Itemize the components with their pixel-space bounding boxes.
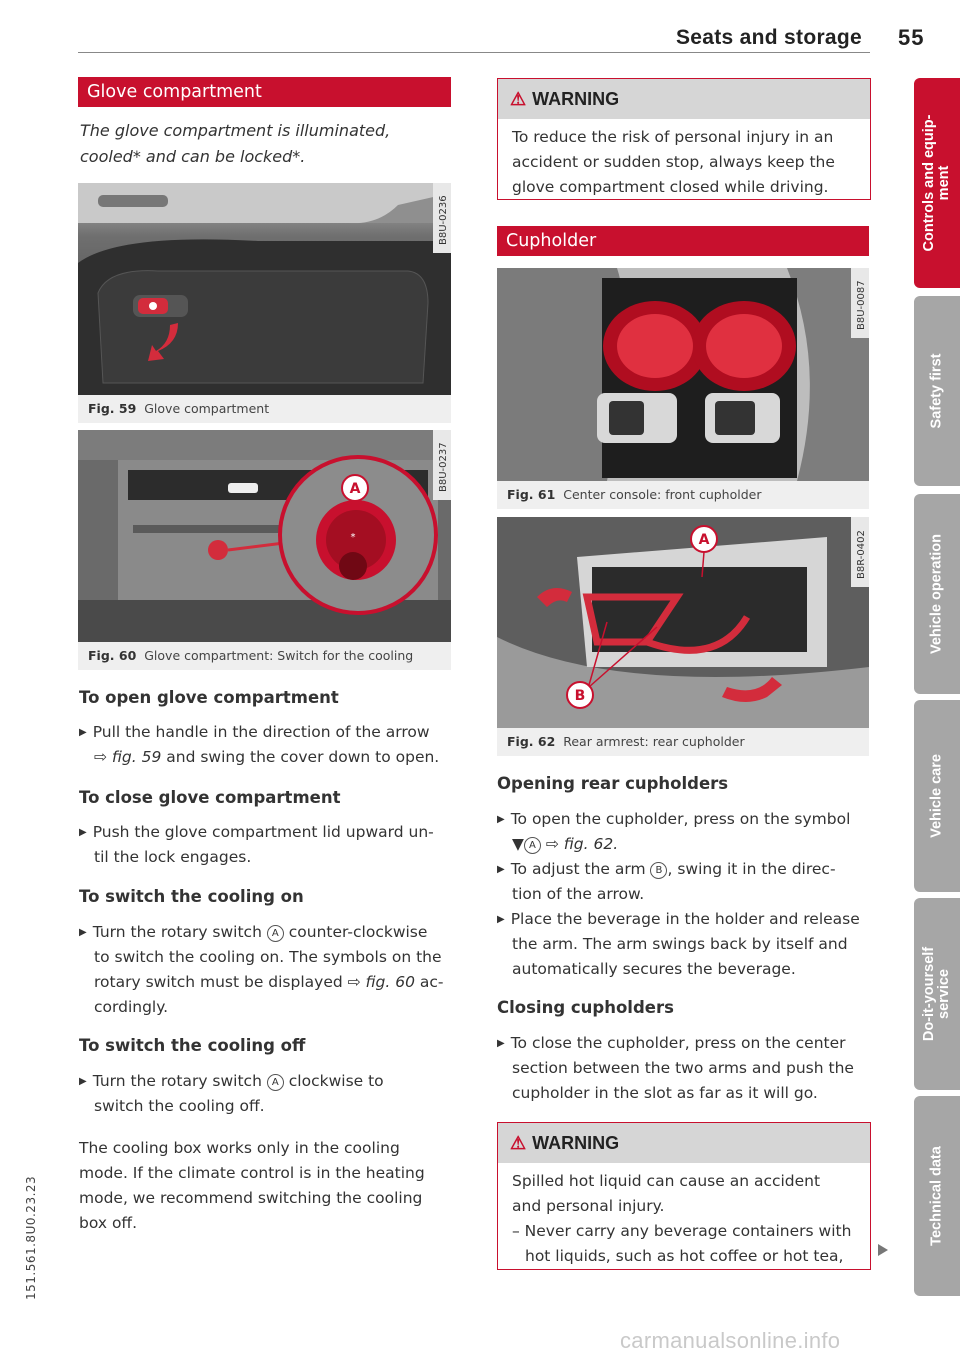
- bullet-close-glove: [79, 820, 454, 870]
- bullet-on-text-a: Turn the rotary switch: [92, 923, 267, 941]
- cupholder-symbol-icon: ▼: [512, 835, 524, 853]
- bullet-off-text-b: clockwise to: [283, 1072, 384, 1090]
- warning-line: Spilled hot liquid can cause an accident: [512, 1172, 821, 1190]
- heading-cooling-off: To switch the cooling off: [79, 1036, 306, 1055]
- bullet-marker: ▶: [497, 814, 505, 825]
- side-tab-safety[interactable]: [914, 296, 960, 486]
- side-tab-label: Vehicle care: [928, 754, 945, 838]
- side-tab-label: Controls and equip- ment: [921, 114, 952, 252]
- figure-61-label: Fig. 61: [507, 487, 556, 502]
- side-tab-label: Do-it-yourself service: [921, 946, 952, 1042]
- heading-opening-cupholders: Opening rear cupholders: [497, 774, 729, 793]
- bullet-on-line3-tail: ac-: [414, 973, 444, 991]
- side-tab-do-it-yourself[interactable]: [914, 898, 960, 1090]
- cooling-box-paragraph: [79, 1136, 459, 1236]
- bullet-close-cup-line2: section between the two arms and push the: [512, 1059, 854, 1077]
- figure-60-label: Fig. 60: [88, 648, 137, 663]
- bullet-on-line4: cordingly.: [94, 998, 169, 1016]
- bullet-close-cup-line1: To close the cupholder, press on the center: [510, 1034, 846, 1052]
- warning-box-glove: [497, 78, 871, 200]
- bullet-place-beverage: [497, 907, 872, 982]
- bullet-arm-text-a: To adjust the arm: [510, 860, 651, 878]
- heading-closing-cupholders: Closing cupholders: [497, 998, 674, 1017]
- side-tab-controls[interactable]: [914, 78, 960, 288]
- bullet-open-cup-line1: To open the cupholder, press on the symbol: [510, 810, 851, 828]
- warning-line: and personal injury.: [512, 1197, 665, 1215]
- bullet-marker: ▶: [497, 1038, 505, 1049]
- figure-62-label: Fig. 62: [507, 734, 556, 749]
- bullet-on-line2: to switch the cooling on. The symbols on the: [94, 948, 442, 966]
- side-tab-vehicle-care[interactable]: [914, 700, 960, 892]
- bullet-marker: ▶: [79, 927, 87, 938]
- bullet-arm-line2: tion of the arrow.: [512, 885, 645, 903]
- figure-60-code: B8U-0237: [438, 442, 449, 492]
- marker-a-inline: A: [267, 1074, 284, 1091]
- heading-cooling-on: To switch the cooling on: [79, 887, 304, 906]
- figure-62-text: Rear armrest: rear cupholder: [563, 734, 745, 749]
- bullet-open-cupholder: [497, 807, 872, 857]
- bullet-close-cupholder: [497, 1031, 872, 1106]
- document-code: 151.561.8U0.23.23: [24, 1175, 38, 1300]
- figure-61-code: B8U-0087: [856, 280, 867, 330]
- paragraph-line: mode, we recommend switching the cooling: [79, 1189, 423, 1207]
- figure-59-label: Fig. 59: [88, 401, 137, 416]
- bullet-place-line3: automatically secures the beverage.: [512, 960, 796, 978]
- paragraph-line: box off.: [79, 1214, 138, 1232]
- figure-62-image: [497, 517, 869, 728]
- page-header-title: Seats and storage: [676, 26, 862, 49]
- warning-line: To reduce the risk of personal injury in an: [512, 128, 834, 146]
- figure-61-image: [497, 268, 869, 481]
- warning-title: WARNING: [532, 89, 620, 109]
- bullet-place-line2: the arm. The arm swings back by itself and: [512, 935, 848, 953]
- figure-60-text: Glove compartment: Switch for the cooling: [144, 648, 414, 663]
- warning-header: [498, 1123, 870, 1163]
- marker-a-inline: A: [267, 925, 284, 942]
- paragraph-line: The cooling box works only in the cooling: [79, 1139, 400, 1157]
- side-tab-label: Safety first: [928, 353, 945, 429]
- page-number: 55: [898, 25, 925, 50]
- bullet-place-line1: Place the beverage in the holder and release: [510, 910, 860, 928]
- fig62-reference[interactable]: ⇨ fig. 62.: [545, 835, 619, 853]
- figure-61-text: Center console: front cupholder: [563, 487, 762, 502]
- bullet-marker: ▶: [79, 827, 87, 838]
- bullet-close-cup-line3: cupholder in the slot as far as it will go.: [512, 1084, 818, 1102]
- warning-body: [498, 1163, 870, 1275]
- bullet-off-text-a: Turn the rotary switch: [92, 1072, 267, 1090]
- bullet-marker: ▶: [497, 914, 505, 925]
- warning-box-cupholder: [497, 1122, 871, 1270]
- fig59-reference[interactable]: ⇨ fig. 59: [94, 748, 162, 766]
- warning-body: [498, 119, 870, 206]
- side-tab-vehicle-operation[interactable]: [914, 494, 960, 694]
- heading-close-glove: To close glove compartment: [79, 788, 341, 807]
- bullet-marker: ▶: [79, 727, 87, 738]
- warning-line: – Never carry any beverage containers with: [512, 1222, 852, 1240]
- figure-62-marker-a: A: [698, 532, 710, 548]
- bullet-open-line2: and swing the cover down to open.: [161, 748, 440, 766]
- figure-59-text: Glove compartment: [144, 401, 270, 416]
- bullet-cooling-off: [79, 1069, 459, 1119]
- continue-arrow-icon: [878, 1244, 888, 1256]
- figure-60-caption: [78, 642, 451, 670]
- intro-text: The glove compartment is illuminated, cooled* and can be locked*.: [80, 121, 391, 166]
- bullet-marker: ▶: [79, 1076, 87, 1087]
- bullet-close-line2: til the lock engages.: [94, 848, 252, 866]
- marker-b-inline: B: [650, 862, 667, 879]
- bullet-arm-text-b: , swing it in the direc-: [667, 860, 836, 878]
- bullet-close-line1: Push the glove compartment lid upward un-: [92, 823, 434, 841]
- figure-62-marker-b: B: [574, 688, 586, 704]
- heading-open-glove: To open glove compartment: [79, 688, 339, 707]
- warning-triangle-icon: ⚠: [510, 89, 527, 109]
- figure-59-caption: [78, 395, 451, 423]
- figure-60-marker-a: A: [349, 481, 361, 497]
- bullet-off-line2: switch the cooling off.: [94, 1097, 265, 1115]
- bullet-on-line3: rotary switch must be displayed: [94, 973, 348, 991]
- watermark: carmanualsonline.info: [620, 1328, 841, 1353]
- header-divider: [78, 52, 870, 53]
- marker-a-inline: A: [524, 837, 541, 854]
- side-tab-technical-data[interactable]: [914, 1096, 960, 1296]
- fig60-reference[interactable]: ⇨ fig. 60: [347, 973, 415, 991]
- side-tab-label: Technical data: [928, 1146, 945, 1246]
- figure-61-caption: [497, 481, 869, 509]
- section-heading-cupholder: Cupholder: [497, 226, 869, 256]
- section-heading-glove-compartment: Glove compartment: [78, 77, 451, 107]
- bullet-open-line1: Pull the handle in the direction of the arrow: [92, 723, 430, 741]
- bullet-marker: ▶: [497, 864, 505, 875]
- figure-60-image: [78, 430, 451, 642]
- bullet-cooling-on: [79, 920, 459, 1020]
- bullet-on-text-b: counter-clockwise: [283, 923, 428, 941]
- figure-62-caption: [497, 728, 869, 756]
- warning-title: WARNING: [532, 1133, 620, 1153]
- bullet-open-glove: [79, 720, 454, 770]
- warning-line: accident or sudden stop, always keep the: [512, 153, 835, 171]
- paragraph-line: mode. If the climate control is in the heating: [79, 1164, 425, 1182]
- svg-text:*: *: [350, 532, 356, 543]
- warning-line: glove compartment closed while driving.: [512, 178, 829, 196]
- warning-line: hot liquids, such as hot coffee or hot tea,: [525, 1247, 844, 1265]
- side-tab-label: Vehicle operation: [928, 533, 945, 655]
- warning-triangle-icon: ⚠: [510, 1133, 527, 1153]
- bullet-adjust-arm: [497, 857, 872, 907]
- figure-62-code: B8R-0402: [856, 530, 867, 579]
- figure-59-code: B8U-0236: [438, 195, 449, 245]
- figure-59-image: [78, 183, 451, 395]
- warning-header: [498, 79, 870, 119]
